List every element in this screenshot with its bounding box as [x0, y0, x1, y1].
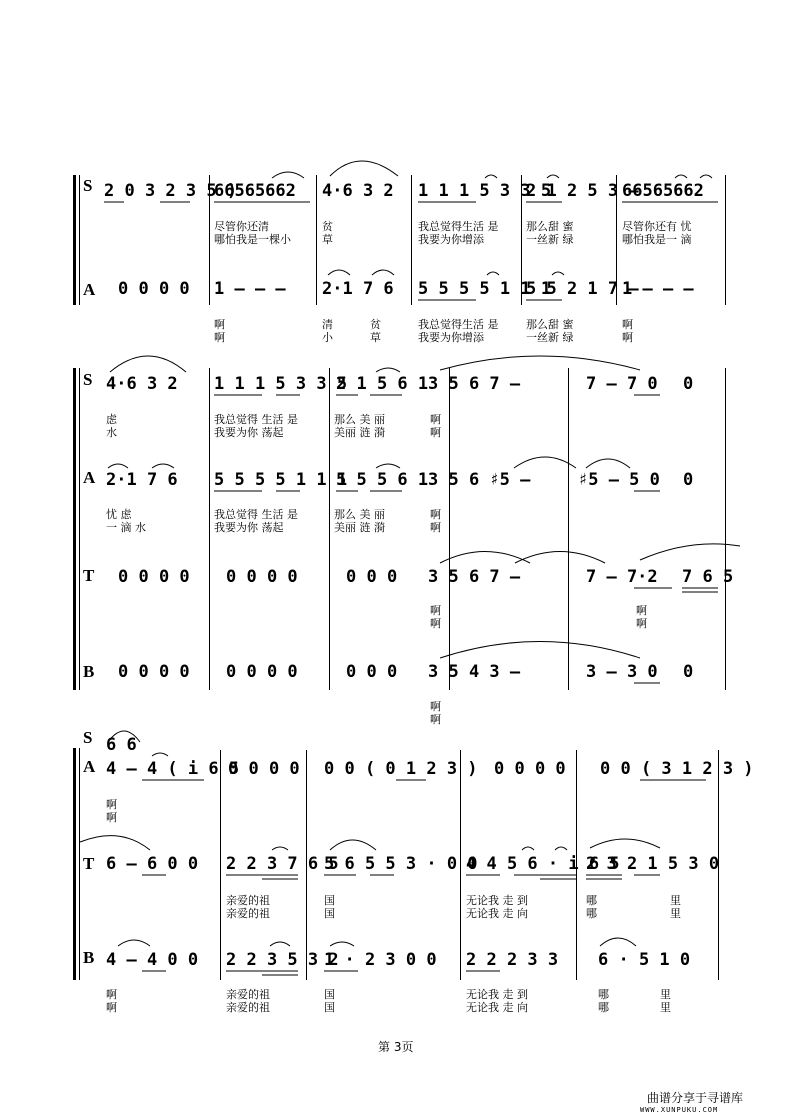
- part-label-a: A: [83, 280, 96, 299]
- lyric: 啊: [430, 521, 441, 534]
- lyric: 清: [322, 318, 333, 331]
- lyric: 那么 美 丽: [334, 508, 385, 521]
- lyric: 贫: [370, 318, 381, 331]
- lyric: 啊: [106, 988, 117, 1001]
- slur: [118, 940, 150, 946]
- lyric: 无论我 走 向: [466, 907, 528, 920]
- lyric: 里: [660, 988, 671, 1001]
- tenor-notes: 3 5 6 7 –: [428, 567, 521, 587]
- lyric: 啊: [430, 617, 441, 630]
- alto-notes: 2·1 7 6: [322, 279, 394, 299]
- lyric: 虑: [106, 413, 117, 426]
- soprano-notes: 6 6: [106, 735, 137, 755]
- part-label-s: S: [83, 370, 93, 389]
- bass-notes: 0 0 0 0: [118, 662, 190, 682]
- slur: [376, 464, 400, 468]
- slur: [515, 552, 605, 564]
- lyric: 我总觉得生活 是: [418, 220, 499, 233]
- bass-notes: 0 0 0: [346, 662, 398, 682]
- alto-notes: ♯5 – 5 0: [578, 470, 660, 490]
- lyric: 亲爱的祖: [226, 907, 270, 920]
- part-label-b: B: [83, 948, 95, 967]
- lyric: 那么 美 丽: [334, 413, 385, 426]
- lyric: 国: [324, 988, 335, 1001]
- slur: [485, 175, 497, 178]
- lyric: 水: [106, 426, 117, 439]
- lyric: 啊: [636, 604, 647, 617]
- lyric: 亲爱的祖: [226, 1001, 270, 1014]
- page-number: 第 3页: [378, 1040, 414, 1054]
- soprano-notes: 7 – 7 0: [586, 374, 658, 394]
- lyric: 我总觉得 生活 是: [214, 413, 298, 426]
- lyric: 一 滴 水: [106, 521, 146, 534]
- soprano-notes: 4·6 3 2: [322, 181, 394, 201]
- slur: [547, 175, 559, 178]
- lyric: 我要为你增添: [418, 331, 484, 344]
- soprano-notes: 0: [683, 374, 694, 394]
- soprano-notes: 4·6 3 2: [106, 374, 178, 394]
- lyric: 里: [660, 1001, 671, 1014]
- part-label-b: B: [83, 662, 95, 681]
- lyric: 那么甜 蜜: [526, 318, 574, 331]
- lyric: 啊: [622, 331, 633, 344]
- part-label-t: T: [83, 854, 95, 873]
- lyric: 一丝新 绿: [526, 331, 574, 344]
- slur: [600, 938, 636, 946]
- lyric: 里: [670, 894, 681, 907]
- slur: [372, 270, 394, 275]
- lyric: 我要为你 荡起: [214, 426, 284, 439]
- slur: [108, 464, 128, 468]
- alto-notes: 0 0 0 0: [494, 759, 566, 779]
- lyric: 哪: [586, 894, 597, 907]
- slur: [555, 847, 567, 850]
- tenor-notes: 7 6 5: [682, 567, 734, 587]
- lyric: 尽管你还清: [214, 220, 269, 233]
- bass-notes: 2 2 3 5 3 2: [226, 950, 339, 970]
- alto-notes: 3 5 6 ♯5 –: [428, 470, 531, 490]
- tenor-notes: 2 2 3 7 6 5: [226, 854, 339, 874]
- bass-notes: 3 5 4 3 –: [428, 662, 521, 682]
- alto-notes: 0 0 ( 0 1 2 3 ): [324, 759, 478, 779]
- bass-notes: 3 – 3 0: [586, 662, 658, 682]
- lyric: 无论我 走 到: [466, 894, 528, 907]
- lyric: 啊: [106, 811, 117, 824]
- lyric: 啊: [430, 604, 441, 617]
- bass-notes: 1 · 2 3 0 0: [324, 950, 437, 970]
- alto-notes: 5 5 5 5 1 1 1: [418, 279, 552, 299]
- lyric: 哪: [598, 988, 609, 1001]
- lyric: 啊: [214, 318, 225, 331]
- soprano-notes: 1 1 1 5 3 3 5: [214, 374, 348, 394]
- tenor-notes: 5 6 5 5 3 · 0 0: [324, 854, 478, 874]
- soprano-notes: 1 1 1 5 3 3 5: [418, 181, 552, 201]
- lyric: 小: [322, 331, 333, 344]
- tenor-notes: 6 – 6 0 0: [106, 854, 199, 874]
- lyric: 草: [370, 331, 381, 344]
- bass-notes: 0 0 0 0: [226, 662, 298, 682]
- footer-brand: 曲谱分享于寻谱库: [647, 1091, 744, 1105]
- lyric: 里: [670, 907, 681, 920]
- soprano-notes: 2 1 2 5 3 –: [526, 181, 639, 201]
- part-label-s: S: [83, 728, 93, 747]
- alto-notes: 0 0 0 0: [118, 279, 190, 299]
- slur: [376, 368, 400, 372]
- slur: [514, 457, 576, 468]
- lyric: 国: [324, 1001, 335, 1014]
- alto-notes: 1 – – –: [214, 279, 286, 299]
- lyric: 啊: [106, 798, 117, 811]
- alto-notes: 1 – – –: [622, 279, 694, 299]
- slur: [640, 544, 740, 560]
- lyric: 美丽 涟 漪: [334, 426, 385, 439]
- bass-notes: 2 2 2 3 3: [466, 950, 559, 970]
- alto-notes: 4 – 4 ( i 6 5: [106, 759, 240, 779]
- slur: [590, 839, 660, 848]
- soprano-notes: 2 0 3 2 3 5 ): [104, 181, 238, 201]
- slur: [330, 161, 398, 176]
- slur: [440, 642, 640, 659]
- soprano-notes: 66565662: [214, 181, 296, 201]
- lyric: 啊: [430, 413, 441, 426]
- alto-notes: 0: [683, 470, 694, 490]
- slur: [108, 731, 140, 742]
- part-label-t: T: [83, 566, 95, 585]
- part-label-a: A: [83, 468, 96, 487]
- lyric: 亲爱的祖: [226, 988, 270, 1001]
- lyric: 我总觉得生活 是: [418, 318, 499, 331]
- lyric: 国: [324, 894, 335, 907]
- lyric: 哪怕我是一 滴: [622, 233, 692, 246]
- tenor-notes: 0 0 0 0: [118, 567, 190, 587]
- lyric: 我要为你增添: [418, 233, 484, 246]
- slur: [522, 847, 534, 850]
- alto-notes: 5 5 2 1 7 –: [526, 279, 639, 299]
- slur: [700, 175, 712, 178]
- lyric: 啊: [636, 617, 647, 630]
- slur: [440, 356, 640, 370]
- lyric: 啊: [622, 318, 633, 331]
- bass-notes: 0: [683, 662, 694, 682]
- slur: [552, 272, 564, 275]
- lyric: 一丝新 绿: [526, 233, 574, 246]
- slur: [80, 836, 150, 850]
- lyric: 哪怕我是一棵小: [214, 233, 291, 246]
- soprano-notes: 3 5 6 7 –: [428, 374, 521, 394]
- soprano-notes: 2 1 5 6 1: [336, 374, 429, 394]
- lyric: 哪: [598, 1001, 609, 1014]
- slur: [110, 356, 186, 372]
- part-label-s: S: [83, 176, 93, 195]
- alto-notes: 2·1 7 6: [106, 470, 178, 490]
- lyric: 啊: [430, 508, 441, 521]
- lyric: 啊: [430, 700, 441, 713]
- slur: [152, 464, 174, 468]
- slur: [586, 459, 630, 468]
- lyric: 哪: [586, 907, 597, 920]
- tenor-notes: 0 0 0: [346, 567, 398, 587]
- slur: [440, 552, 530, 564]
- lyric: 亲爱的祖: [226, 894, 270, 907]
- slur: [152, 753, 168, 756]
- slur: [487, 272, 499, 275]
- lyric: 啊: [214, 331, 225, 344]
- alto-notes: 5 5 5 6 1: [336, 470, 429, 490]
- alto-notes: 0 0 0 0: [228, 759, 300, 779]
- lyric: 忧 虑: [106, 508, 132, 521]
- soprano-notes: 66565662: [622, 181, 704, 201]
- lyric: 啊: [430, 713, 441, 726]
- slur: [272, 847, 288, 850]
- tenor-notes: 0 0 0 0: [226, 567, 298, 587]
- lyric: 那么甜 蜜: [526, 220, 574, 233]
- slur: [328, 270, 350, 275]
- slur: [330, 840, 376, 850]
- bass-notes: 6 · 5 1 0: [598, 950, 691, 970]
- lyric: 尽管你还有 忧: [622, 220, 692, 233]
- lyric: 啊: [430, 426, 441, 439]
- tenor-notes: 2 3 2 1 5 3 0: [586, 854, 720, 874]
- tenor-notes: 4 4 5 6 · i 6 5: [466, 854, 620, 874]
- lyric: 国: [324, 907, 335, 920]
- footer-url[interactable]: WWW.XUNPUKU.COM: [640, 1106, 719, 1114]
- lyric: 无论我 走 到: [466, 988, 528, 1001]
- slur: [272, 172, 304, 178]
- alto-notes: 0 0 ( 3 1 2 3 ): [600, 759, 754, 779]
- lyric: 无论我 走 向: [466, 1001, 528, 1014]
- lyric: 贫: [322, 220, 333, 233]
- slur: [330, 942, 354, 946]
- lyric: 我总觉得 生活 是: [214, 508, 298, 521]
- lyric: 美丽 涟 漪: [334, 521, 385, 534]
- lyric: 草: [322, 233, 333, 246]
- alto-notes: 5 5 5 5 1 1 1: [214, 470, 348, 490]
- slur: [270, 942, 290, 946]
- part-label-a: A: [83, 757, 96, 776]
- bass-notes: 4 – 4 0 0: [106, 950, 199, 970]
- tenor-notes: 7 – 7·2: [586, 567, 658, 587]
- lyric: 我要为你 荡起: [214, 521, 284, 534]
- slur: [675, 175, 687, 178]
- lyric: 啊: [106, 1001, 117, 1014]
